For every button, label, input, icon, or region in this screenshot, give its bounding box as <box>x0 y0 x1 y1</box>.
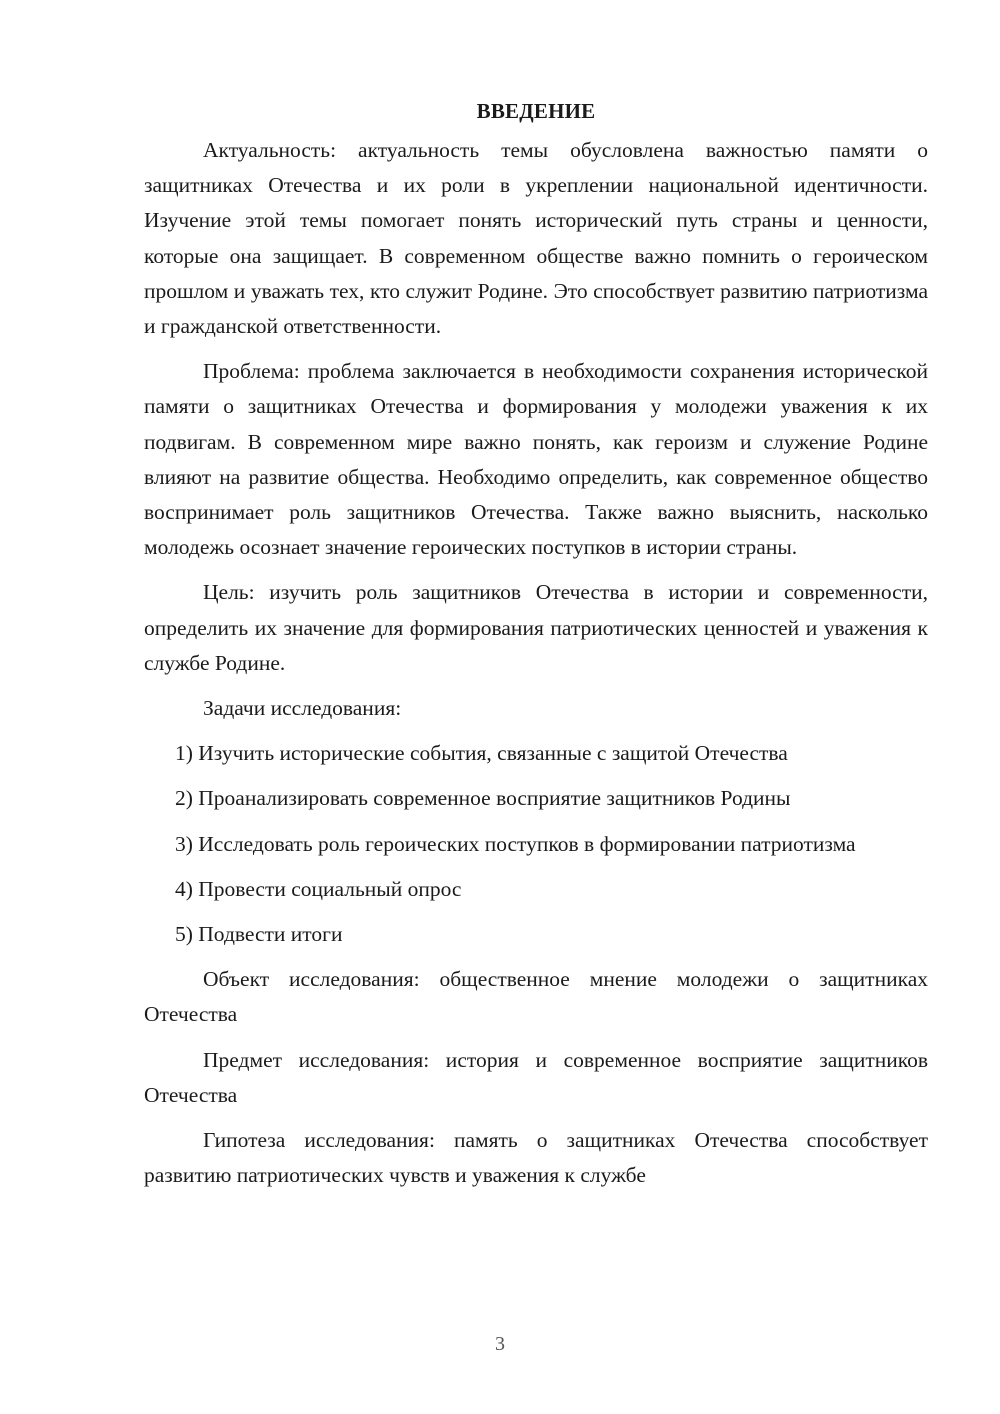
task-item-3: 3) Исследовать роль героических поступков в формировании патриотизма <box>175 831 856 856</box>
object-paragraph: Объект исследования: общественное мнение молодежи о защитниках Отечества <box>144 967 928 1027</box>
relevance-paragraph: Актуальность: актуальность темы обусловлена важностью памяти о защитниках Отечества и их роли в укреплении национальной идентичности. Изучение этой темы помогает понять исторический путь страны и ценности, которые она защищает. В современном обществе важно помнить о героическом прошлом и уважать тех, кто служит Родине. Это способствует развитию патриотизма и гражданской ответственности. <box>144 138 928 339</box>
document-title: ВВЕДЕНИЕ <box>476 99 596 123</box>
document-page <box>144 94 928 1203</box>
page-number: 3 <box>495 1333 505 1355</box>
task-item-4: 4) Провести социальный опрос <box>175 876 462 901</box>
hypothesis-paragraph: Гипотеза исследования: память о защитниках Отечества способствует развитию патриотических чувств и уважения к службе <box>144 1128 928 1188</box>
subject-paragraph: Предмет исследования: история и современное восприятие защитников Отечества <box>144 1047 928 1107</box>
task-item-1: 1) Изучить исторические события, связанные с защитой Отечества <box>175 741 788 766</box>
tasks-heading: Задачи исследования: <box>203 696 402 721</box>
problem-paragraph: Проблема: проблема заключается в необходимости сохранения исторической памяти о защитниках Отечества и формирования у молодежи уважения к их подвигам. В современном мире важно понять, как героизм и служение Родине влияют на развитие общества. Необходимо определить, как современное общество воспринимает роль защитников Отечества. Также важно выяснить, насколько молодежь осознает значение героических поступков в истории страны. <box>144 359 928 560</box>
goal-paragraph: Цель: изучить роль защитников Отечества в истории и современности, определить их значение для формирования патриотических ценностей и уважения к службе Родине. <box>144 580 928 675</box>
task-item-5: 5) Подвести итоги <box>175 922 343 947</box>
task-item-2: 2) Проанализировать современное восприятие защитников Родины <box>175 786 791 811</box>
